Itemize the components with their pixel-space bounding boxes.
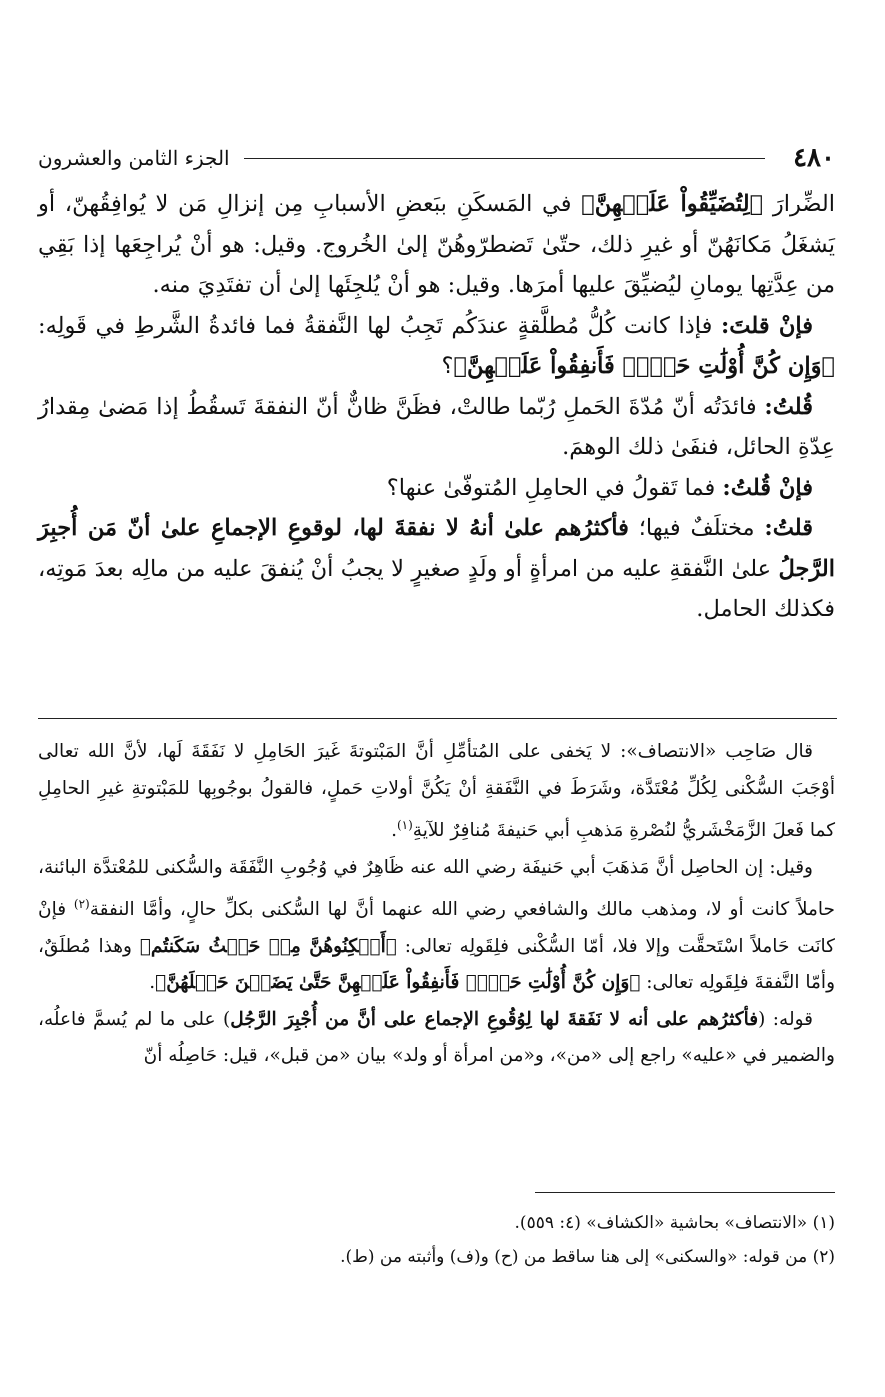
text-span: . bbox=[391, 820, 397, 842]
text-span: مختلَفٌ فيها؛ bbox=[628, 515, 765, 541]
header-rule bbox=[244, 158, 765, 159]
text-span: في المَسكَنِ ببَعضِ الأسبابِ مِن إنزالِ مَن لا يُوافِقُهنّ، أو يَشغَلُ مَكانَهُنّ أو غيرِ ذلك، حتّىٰ تَضطرّوهُنّ إلىٰ الخُروج. وقيل: هو أنْ يُراجِعَها إذا بَقِي من عِدَّتِها يومانِ ليُضيِّقَ عليها أمرَها. وقيل: هو أنْ يُلجِئَها إلىٰ أن تفتَدِيَ منه. bbox=[38, 191, 835, 298]
quran-verse: ﴿أَسۡكِنُوهُنَّ مِنۡ حَيۡثُ سَكَنتُم﴾ bbox=[139, 935, 397, 957]
commentary-text bbox=[38, 734, 835, 1075]
main-paragraph-5 bbox=[38, 508, 835, 630]
text-span: قوله: ( bbox=[758, 1008, 813, 1030]
question-label: فإنْ قلتَ: bbox=[720, 312, 813, 339]
commentary-paragraph-2 bbox=[38, 850, 835, 1002]
footnotes bbox=[38, 1206, 835, 1274]
question-label: فإنْ قُلتُ: bbox=[722, 474, 813, 501]
commentary-paragraph-3 bbox=[38, 1002, 835, 1075]
answer-label: قلتُ: bbox=[764, 515, 813, 541]
text-span: فإنْ كانَت حَاملاً اسْتَحقَّت وإلا فلا، أمّا السُّكْنى فلِقَولِه تعالى: bbox=[38, 899, 835, 957]
text-span: فإذا كانت كُلُّ مُطلَّقةٍ عندَكُم تَجِبُ لها النَّفقةُ فما فائدةُ الشَّرطِ في قَولِه: bbox=[38, 312, 721, 339]
quran-verse: ﴿وَإِن كُنَّ أُوْلَٰتِ حَمۡلٖ فَأَنفِقُواْ عَلَيۡهِنَّ حَتَّىٰ يَضَعۡنَ حَمۡلَهُنَّ﴾ bbox=[155, 972, 641, 994]
text-span: وهذا مُطلَقٌ، وأمّا النَّفقةَ فلِقَولِه تعالى: bbox=[38, 935, 835, 994]
footnote-ref[interactable]: (٢) bbox=[73, 897, 90, 912]
main-paragraph-4 bbox=[38, 468, 835, 509]
main-paragraph-2 bbox=[38, 306, 835, 387]
quran-verse: ﴿لِتُضَيِّقُواْ عَلَيۡهِنَّ﴾ bbox=[581, 191, 764, 217]
emphasized-text: فأكثرُهم علىٰ أنهُ لا نفقةَ لها، لوقوعِ الإجماعِ علىٰ أنّ مَن أُجبِرَ الرَّجلُ bbox=[38, 515, 835, 582]
footnote-ref[interactable]: (١) bbox=[396, 818, 413, 832]
commentary-divider bbox=[38, 718, 837, 719]
text-span: . bbox=[149, 972, 156, 994]
main-paragraph-1 bbox=[38, 184, 835, 306]
text-span: ) على ما لم يُسمَّ فاعلُه، والضمير في «عليه» راجع إلى «من»، و«من امرأة أو ولد» بيان «من قبل»، قيل: حَاصِلُه أنّ bbox=[38, 1008, 835, 1067]
text-span: علىٰ النَّفقةِ عليه من امرأةٍ أو ولَدٍ صغيرٍ لا يجبُ أنْ يُنفقَ عليه من مالِه بعدَ مَوتِه، فكذلك الحامل. bbox=[38, 555, 835, 622]
footnote-divider bbox=[535, 1192, 835, 1193]
running-title: الجزء الثامن والعشرون bbox=[38, 146, 230, 170]
text-span: فما تَقولُ في الحامِلِ المُتوفّىٰ عنها؟ bbox=[386, 474, 723, 501]
main-text bbox=[38, 184, 835, 630]
page-header bbox=[38, 138, 835, 178]
text-span: ؟ bbox=[441, 353, 454, 379]
main-paragraph-3 bbox=[38, 387, 835, 468]
commentary-paragraph-1 bbox=[38, 734, 835, 850]
page-number: ٤٨٠ bbox=[793, 143, 835, 173]
emphasized-text: فأكثرُهم على أنه لا نَفَقةَ لها لِوُقُوعِ الإجماع على أنَّ من أُجْبِرَ الرَّجُل bbox=[230, 1008, 759, 1030]
answer-label: قُلتُ: bbox=[764, 393, 813, 420]
quran-verse: ﴿وَإِن كُنَّ أُوْلَٰتِ حَمۡلٖ فَأَنفِقُواْ عَلَيۡهِنَّ﴾ bbox=[453, 353, 835, 379]
text-span: فائدَتُه أنّ مُدّةَ الحَملِ رُبّما طالتْ، فظَنَّ ظانٌّ أنّ النفقةَ تَسقُطُ إذا مَضىٰ مِقدارُ عِدّةِ الحائل، فنفَىٰ ذلك الوهمَ. bbox=[38, 393, 835, 460]
text-span: قال صَاحِب «الانتصاف»: لا يَخفى على المُتأمِّلِ أنَّ المَبْتوتةَ غَيرَ الحَامِلِ لا نَفَقَةَ لَها، لأنَّ الله تعالى أوْجَبَ السُّكْنى لِكُلِّ مُعْتَدَّة، وشَرَطَ في النَّفَقةِ أنْ يَكُنَّ أولاتِ حَملٍ، فالقولُ بوجُوبِها للمَبْتوتةِ غيرِ الحامِلِ كما فَعلَ الزَّمَخْشَريُّ لنُصْرةِ مَذهبِ أبي حَنيفةَ مُنافِرٌ للآيةِ bbox=[38, 741, 835, 842]
text-span: وقيل: إن الحاصِل أنَّ مَذهَبَ أبي حَنيفَة رضي الله عنه ظَاهِرٌ في وُجُوبِ النَّفَقَة والسُّكنى للمُعْتدَّة البائنة، حاملاً كانت أو لا، ومذهب مالك والشافعي رضي الله عنهما أنَّ لها السُّكنى بكلِّ حالٍ، وأمَّا النفقة bbox=[38, 856, 835, 921]
footnote-1: (١) «الانتصاف» بحاشية «الكشاف» (٤: ٥٥٩). bbox=[514, 1213, 835, 1233]
footnote-2: (٢) من قوله: «والسكنى» إلى هنا ساقط من (ح) و(ف) وأثبته من (ط). bbox=[340, 1247, 835, 1267]
text-span: الضِّرارَ bbox=[763, 191, 835, 217]
